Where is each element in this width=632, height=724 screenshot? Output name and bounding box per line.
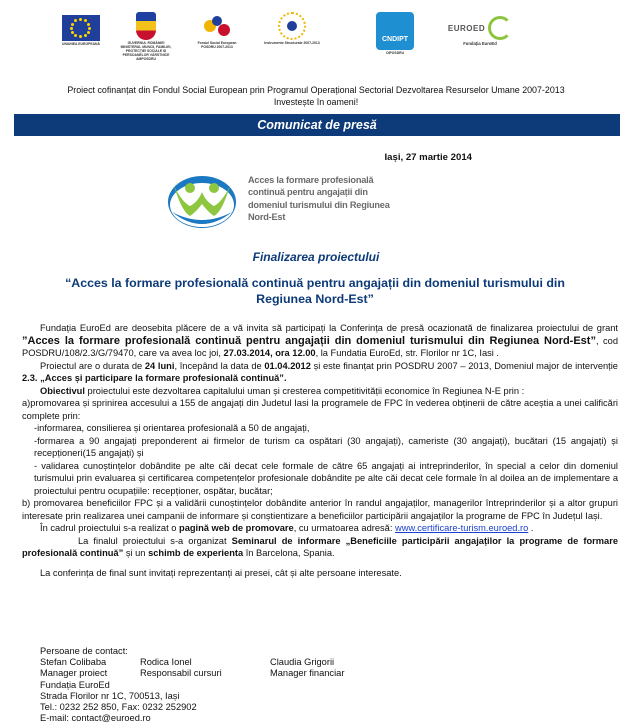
contact-role: Manager financiar xyxy=(270,668,345,679)
contact-name: Rodica Ionel xyxy=(140,657,192,668)
cofinancing-notice xyxy=(0,84,632,108)
cofinancing-motto: Investește în oameni! xyxy=(273,97,359,107)
instrumente-structurale-caption: Instrumente Structurale 2007-2013 xyxy=(264,41,320,45)
romania-coat-of-arms-icon xyxy=(136,12,156,40)
press-release-body xyxy=(22,322,618,579)
instrumente-structurale-icon xyxy=(278,12,306,40)
contact-phone: Tel.: 0232 252 850, Fax: 0232 252902 xyxy=(40,702,197,713)
objective-subitem: -informarea, consilierea și orientarea profesională a 50 de angajați, xyxy=(34,423,310,433)
contact-email[interactable]: E-mail: contact@euroed.ro xyxy=(40,713,151,724)
paragraph-objective: Obiectivul proiectului este dezvoltarea capitalului uman și cresterea competitivității economice în Regiunea N-E prin : xyxy=(40,385,525,396)
fse-logo-caption: Fondul Social European POSDRU 2007-2013 xyxy=(197,41,237,49)
cndipt-logo-caption: OIPOSDRU xyxy=(385,51,405,55)
paragraph-website: În cadrul proiectului s-a realizat o pagină web de promovare, cu urmatoarea adresă: www.certificare-turism.euroed.ro . xyxy=(40,523,534,533)
objective-subitem: -formarea a 90 angajați preponderent ai firmelor de turism ca ospătari (30 angajați), cameriste (30 angajați), bucătari (15 angajați) și recepționeri(15 angajați) și xyxy=(34,435,618,458)
contact-role: Manager proiect xyxy=(40,668,108,679)
contact-role: Responsabil cursuri xyxy=(140,668,222,679)
contact-names-row xyxy=(40,657,600,668)
contact-name: Claudia Grigorii xyxy=(270,657,335,668)
paragraph-duration: Proiectul are o durata de 24 luni, începând la data de 01.04.2012 și este finanțat prin POSDRU 2007 – 2013, Domeniul major de intervenție 2.3. „Acces și participare la formare profesională continuă”. xyxy=(22,360,618,383)
euroed-wordmark: EUROED xyxy=(447,23,486,33)
release-date: Iași, 27 martie 2014 xyxy=(384,152,472,163)
fse-logo-icon xyxy=(202,16,232,40)
contact-roles-row xyxy=(40,668,600,679)
website-link[interactable]: www.certificare-turism.euroed.ro xyxy=(395,523,529,533)
cndipt-logo-icon: CNDIPT xyxy=(376,12,414,50)
eu-flag-icon xyxy=(62,15,100,41)
contact-label: Persoane de contact: xyxy=(40,646,128,656)
objective-item-a: a)promovarea și sprinirea accesului a 155 de angajați din Judetul Iasi la programele de FPC în vederea obținerii de către aceștia a unei calificări complete prin: xyxy=(22,398,618,421)
contact-address: Strada Florilor nr 1C, 700513, Iași xyxy=(40,690,180,701)
euroed-logo xyxy=(438,16,522,47)
government-logo xyxy=(118,12,174,62)
paragraph-seminar: La finalul proiectului s-a organizat Seminarul de informare „Beneficiile participării angajaților la programe de formare profesională continuă” și un schimb de experienta în Barcelona, Spania. xyxy=(22,535,618,558)
people-hands-emblem-icon xyxy=(166,172,238,236)
eu-logo xyxy=(54,15,108,47)
objective-subitem: - validarea cunoștințelor dobândite pe alte căi decat cele formale de către 65 angajați ai intreprinderilor, în special a celor din domeniul turismului prin evaluarea și certificarea competențelor profesionale dobândite pe alte căi decat cele formale în al doilea an de implementare a proiectului pentru ocupațiile: recepționer, ospătar, bucătar; xyxy=(34,460,618,496)
eu-logo-caption: UNIUNEA EUROPEANĂ xyxy=(62,42,100,46)
contact-block xyxy=(40,646,600,724)
instrumente-structurale-logo xyxy=(264,12,320,46)
fse-logo xyxy=(190,16,244,50)
contact-organization: Fundația EuroEd xyxy=(40,679,110,690)
cndipt-logo xyxy=(372,12,418,56)
euroed-logo-icon xyxy=(488,16,512,40)
project-logo-title: Acces la formare profesională continuă pentru angajații din domeniul turismului din Regiunea Nord-Est xyxy=(248,175,390,223)
government-logo-caption: GUVERNUL ROMÂNIEI MINISTERUL MUNCII, FAMILIEI, PROTECȚIEI SOCIALE ȘI PERSOANELOR VÂRSTNICE AMPOSDRU xyxy=(120,41,172,61)
section-heading: Finalizarea proiectului xyxy=(252,250,380,264)
paragraph-invitation: Fundația EuroEd are deosebita plăcere de a vă invita să participați la Conferința de presă ocazionată de finalizarea proiectului de grant ”Acces la formare profesională continuă pentru angajații din domeniul turismului din Regiunea Nord-Est”, cod POSDRU/108/2.3/G/79470, care va avea loc joi, 27.03.2014, ora 12.00, la Fundatia EuroEd, str. Florilor nr 1C, Iasi . xyxy=(22,323,618,358)
contact-name: Stefan Colibaba xyxy=(40,657,107,668)
cofinancing-line: Proiect cofinanțat din Fondul Social European prin Programul Operațional Sectorial Dezvoltarea Resurselor Umane 2007-2013 xyxy=(67,85,565,95)
euroed-logo-caption: Fundația EuroEd xyxy=(463,41,497,46)
partner-logos-strip xyxy=(0,12,632,72)
project-logo xyxy=(158,170,408,242)
objective-item-b: b) promovarea beneficiilor FPC și a validării cunoștințelor dobândite anterior în randul angajaților, managerilor întreprinderilor și a altor grupuri interesate prin realizarea unei campanii de informare și conștientizare a beneficiilor participării angajaților la programe de FPC în Județul Iași. xyxy=(22,498,618,521)
press-release-banner: Comunicat de presă xyxy=(14,114,620,136)
project-title: “Acces la formare profesională continuă pentru angajații din domeniul turismului din Regiunea Nord-Est” xyxy=(65,276,565,306)
paragraph-invitees: La conferința de final sunt invitați reprezentanți ai presei, cât și alte persoane interesate. xyxy=(40,567,402,578)
